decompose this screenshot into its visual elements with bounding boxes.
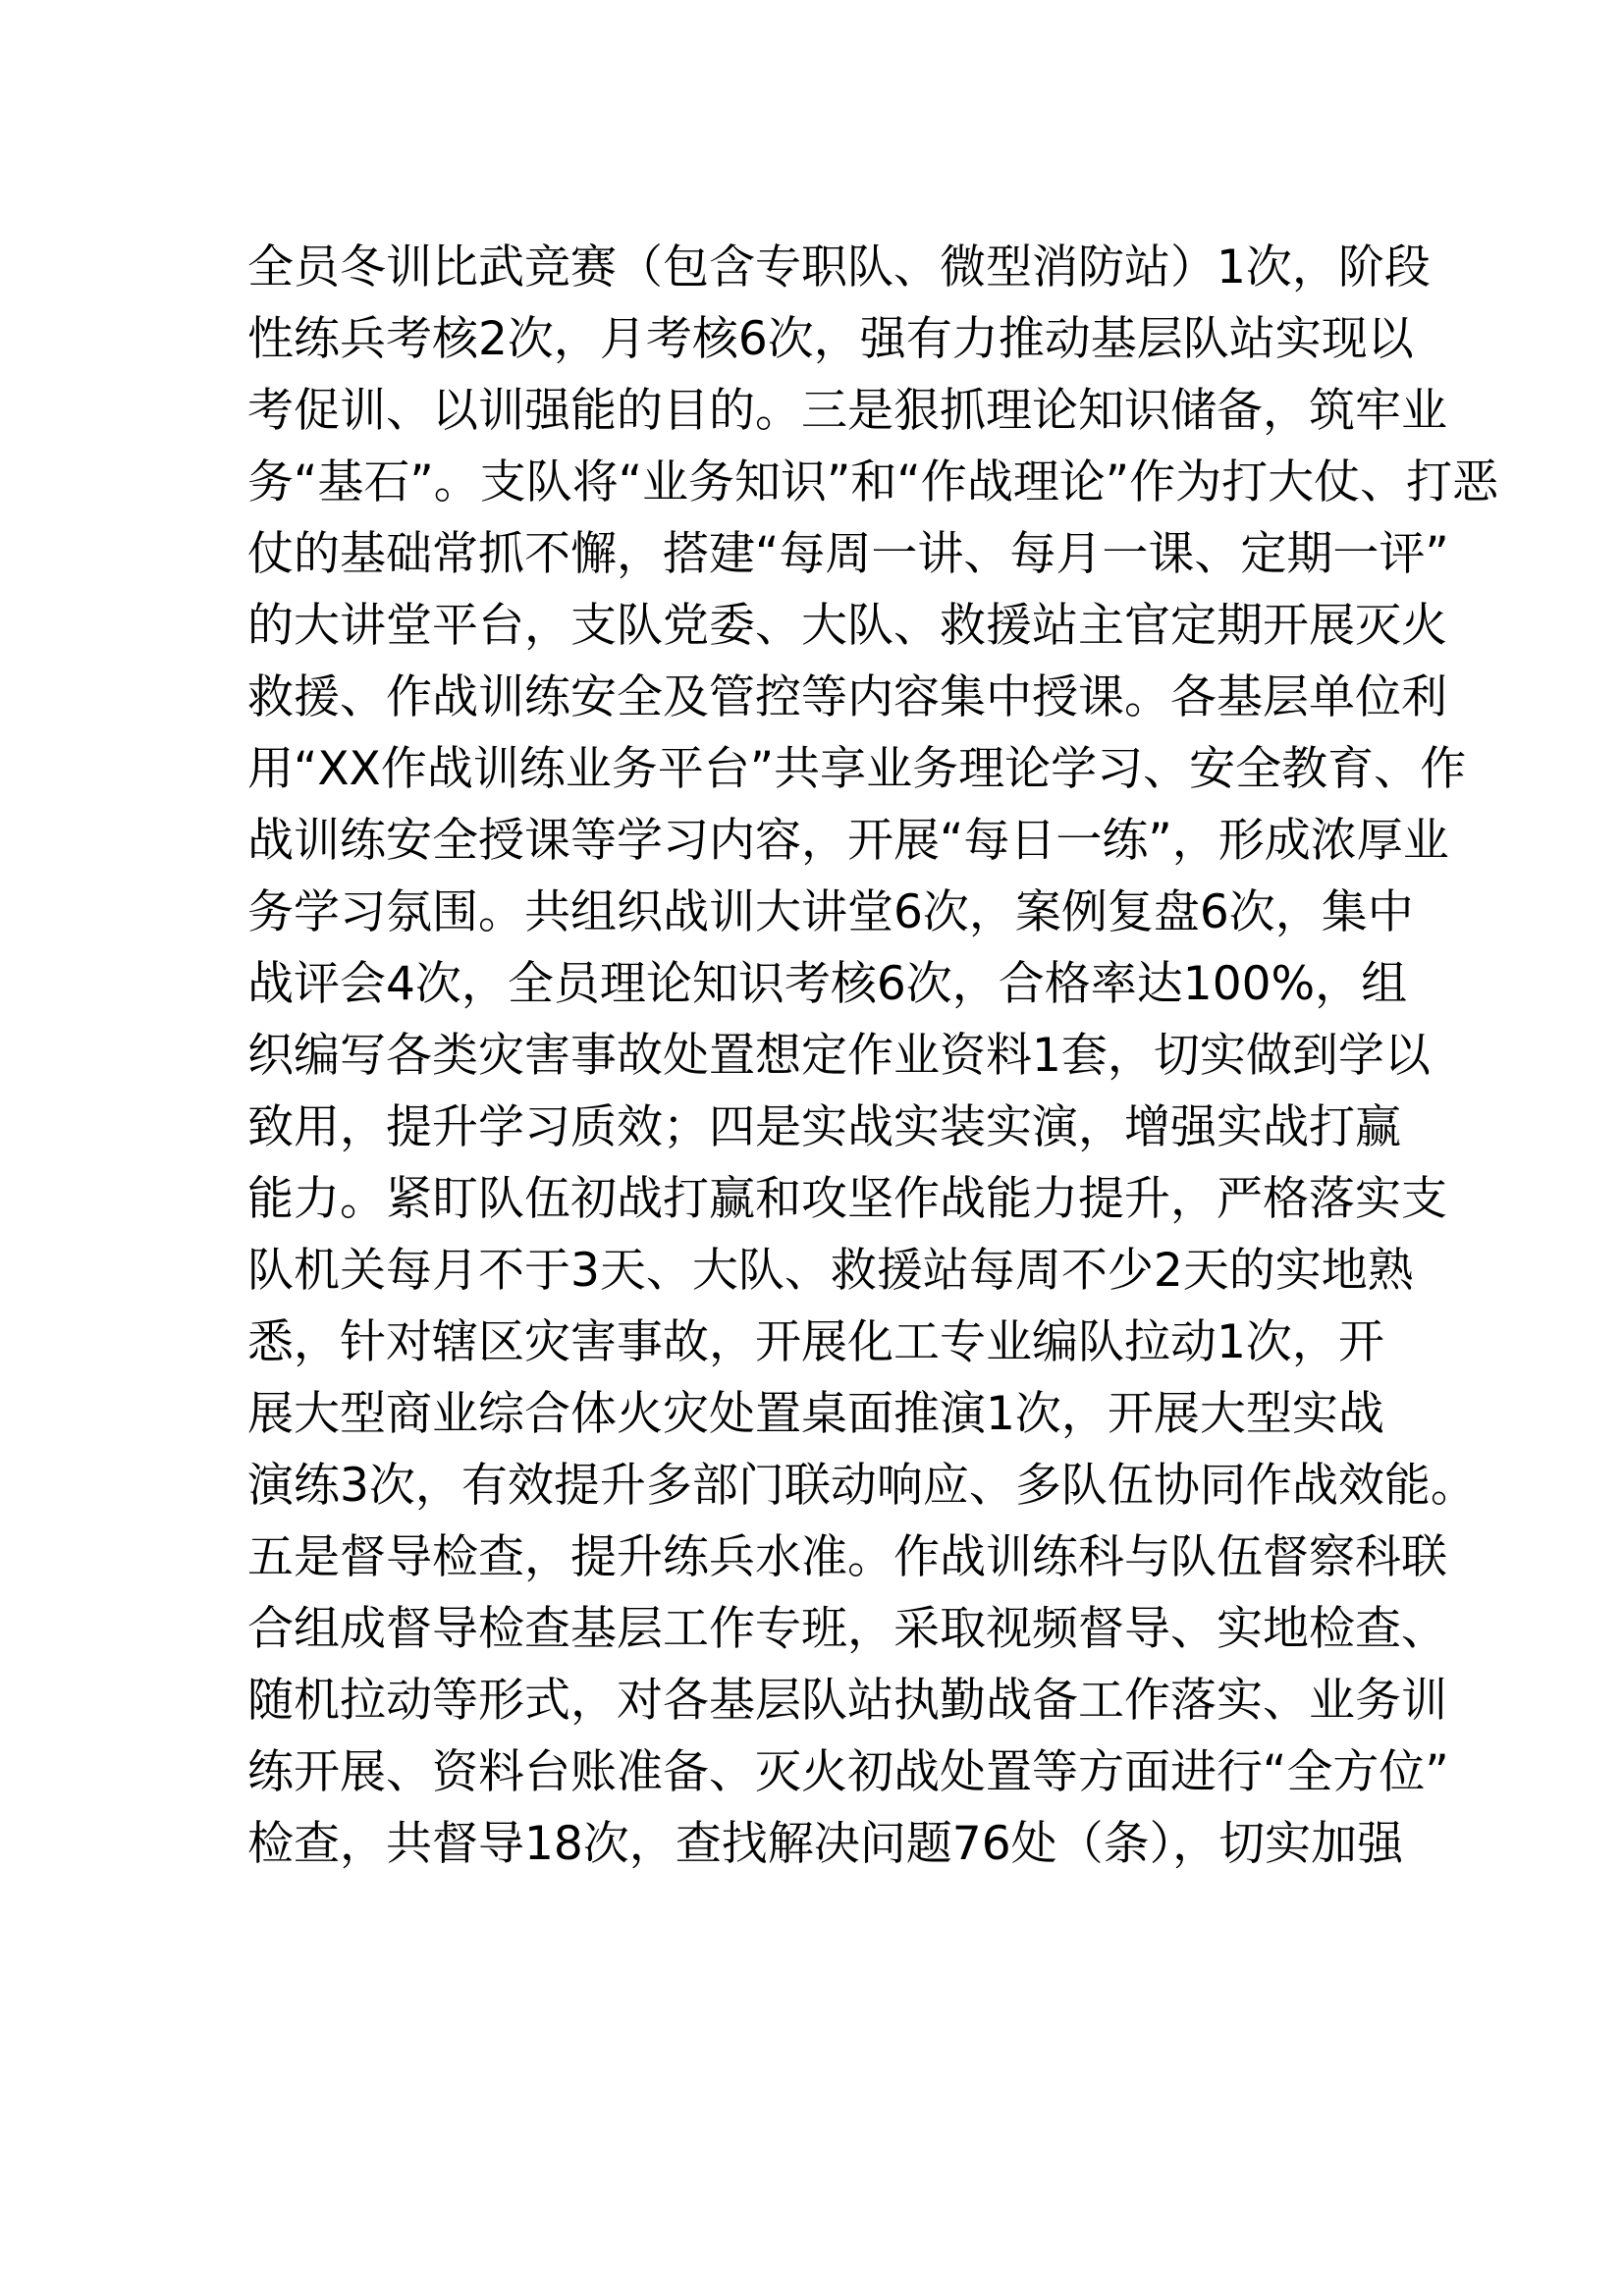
text-line-23: 检查，共督导18次，查找解决问题76处（条），切实加强 bbox=[247, 1817, 1404, 1871]
text-line-6: 的大讲堂平台，支队党委、大队、救援站主官定期开展灭火 bbox=[247, 599, 1447, 653]
text-line-17: 展大型商业综合体火灾处置桌面推演1次，开展大型实战 bbox=[247, 1387, 1384, 1441]
text-line-4: 务“基石”。支队将“业务知识”和“作战理论”作为打大仗、打恶 bbox=[247, 455, 1499, 509]
text-line-2: 性练兵考核2次，月考核6次，强有力推动基层队站实现以 bbox=[247, 312, 1414, 366]
text-line-7: 救援、作战训练安全及管控等内容集中授课。各基层单位利 bbox=[247, 670, 1447, 724]
text-line-18: 演练3次，有效提升多部门联动响应、多队伍协同作战效能。 bbox=[247, 1459, 1477, 1513]
text-line-19: 五是督导检查，提升练兵水准。作战训练科与队伍督察科联 bbox=[247, 1530, 1447, 1584]
body-text bbox=[247, 232, 1499, 1880]
text-line-15: 队机关每月不于3天、大队、救援站每周不少2天的实地熟 bbox=[247, 1244, 1414, 1298]
text-line-5: 仗的基础常抓不懈，搭建“每周一讲、每月一课、定期一评” bbox=[247, 527, 1449, 581]
text-line-8: 用“XX作战训练业务平台”共享业务理论学习、安全教育、作 bbox=[247, 742, 1467, 796]
text-line-12: 织编写各类灾害事故处置想定作业资料1套，切实做到学以 bbox=[247, 1029, 1431, 1083]
text-line-13: 致用，提升学习质效；四是实战实装实演，增强实战打赢 bbox=[247, 1100, 1401, 1154]
text-line-14: 能力。紧盯队伍初战打赢和攻坚作战能力提升，严格落实支 bbox=[247, 1172, 1447, 1226]
text-line-1: 全员冬训比武竞赛（包含专职队、微型消防站）1次，阶段 bbox=[247, 240, 1431, 294]
text-line-20: 合组成督导检查基层工作专班，采取视频督导、实地检查、 bbox=[247, 1602, 1447, 1656]
text-line-9: 战训练安全授课等学习内容，开展“每日一练”，形成浓厚业 bbox=[247, 814, 1449, 868]
text-line-3: 考促训、以训强能的目的。三是狠抓理论知识储备，筑牢业 bbox=[247, 384, 1447, 438]
text-line-21: 随机拉动等形式，对各基层队站执勤战备工作落实、业务训 bbox=[247, 1674, 1447, 1728]
text-line-22: 练开展、资料台账准备、灭火初战处置等方面进行“全方位” bbox=[247, 1745, 1449, 1799]
text-line-10: 务学习氛围。共组织战训大讲堂6次，案例复盘6次，集中 bbox=[247, 885, 1414, 939]
text-line-11: 战评会4次，全员理论知识考核6次，合格率达100%，组 bbox=[247, 957, 1408, 1011]
text-line-16: 悉，针对辖区灾害事故，开展化工专业编队拉动1次，开 bbox=[247, 1315, 1384, 1369]
